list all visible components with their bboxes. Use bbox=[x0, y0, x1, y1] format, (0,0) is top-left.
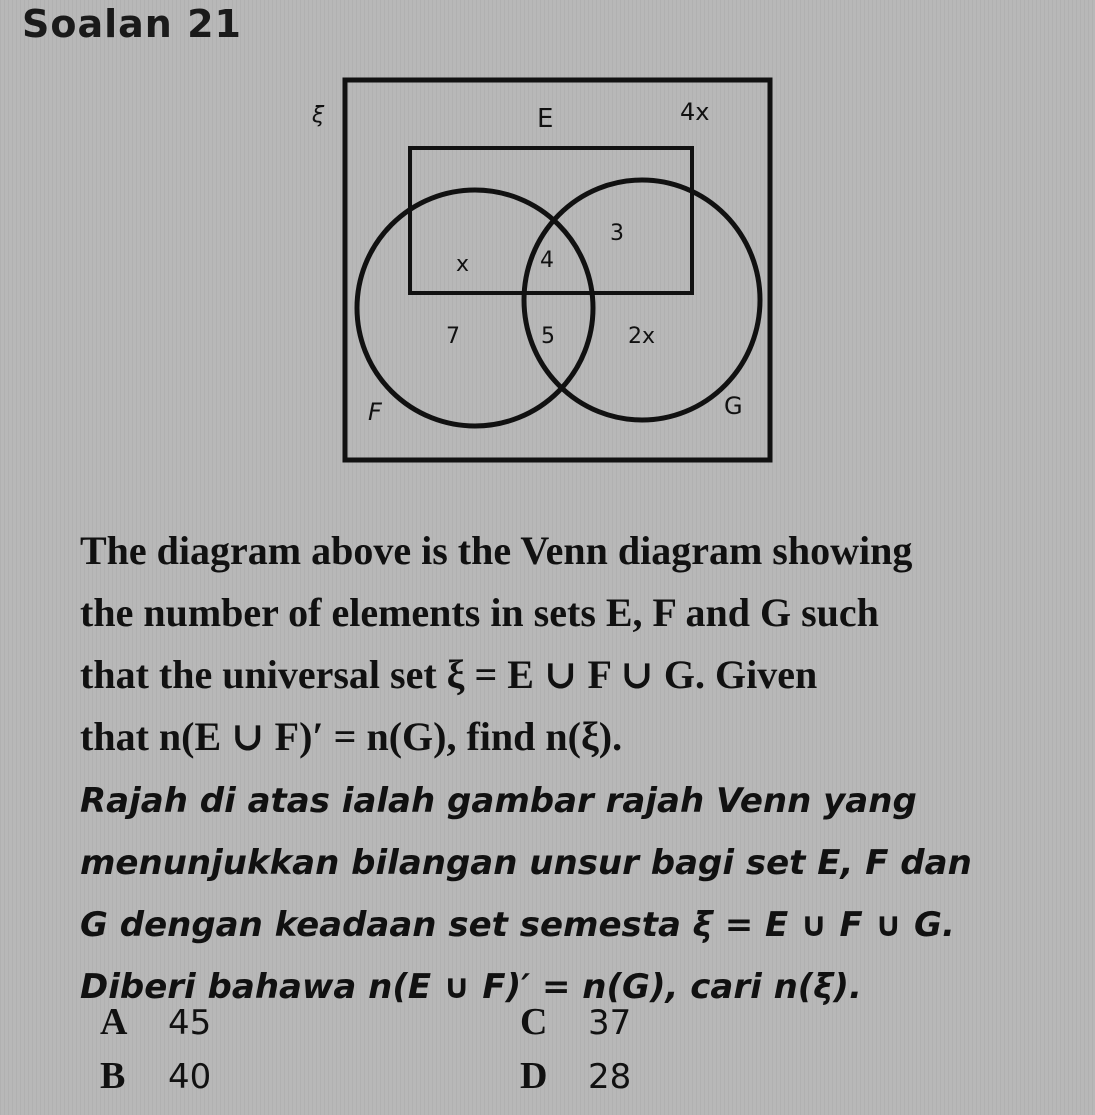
region-F-only-value: 7 bbox=[446, 324, 460, 349]
question-ms-line: Rajah di atas ialah gambar rajah Venn yang bbox=[80, 781, 917, 821]
question-text-english bbox=[80, 520, 1040, 768]
universal-set-symbol: ξ bbox=[312, 103, 325, 128]
region-E-F-G-value: 4 bbox=[540, 248, 554, 273]
set-G-label: G bbox=[724, 392, 743, 420]
set-E-label: E bbox=[537, 104, 554, 134]
option-c[interactable] bbox=[520, 1000, 631, 1044]
question-text-malay bbox=[80, 770, 1040, 1018]
question-en-line: The diagram above is the Venn diagram showing bbox=[80, 528, 913, 573]
question-ms-line: G dengan keadaan set semesta ξ = E ∪ F ∪ G. bbox=[80, 905, 955, 945]
option-value: 40 bbox=[168, 1057, 212, 1097]
question-ms-line: menunjukkan bilangan unsur bagi set E, F dan bbox=[80, 843, 972, 883]
region-G-only-value: 2x bbox=[628, 324, 656, 349]
question-number-heading: Soalan 21 bbox=[22, 2, 242, 46]
option-letter: A bbox=[100, 1001, 128, 1043]
question-en-line: that n(E ∪ F)′ = n(G), find n(ξ). bbox=[80, 714, 623, 759]
venn-diagram bbox=[0, 0, 1095, 520]
region-E-only-value: x bbox=[456, 252, 470, 277]
option-letter: B bbox=[100, 1055, 126, 1097]
option-value: 28 bbox=[588, 1057, 632, 1097]
option-b[interactable] bbox=[100, 1054, 211, 1098]
set-F-label: F bbox=[368, 398, 382, 426]
option-letter: C bbox=[520, 1001, 548, 1043]
region-E-G-only-value: 3 bbox=[610, 221, 624, 246]
region-F-G-only-value: 5 bbox=[541, 324, 555, 349]
option-d[interactable] bbox=[520, 1054, 631, 1098]
option-value: 45 bbox=[168, 1003, 212, 1043]
set-F-circle bbox=[357, 190, 593, 426]
question-en-line: that the universal set ξ = E ∪ F ∪ G. Given bbox=[80, 652, 818, 697]
option-a[interactable] bbox=[100, 1000, 211, 1044]
set-G-circle bbox=[524, 180, 760, 420]
question-en-line: the number of elements in sets E, F and G such bbox=[80, 590, 879, 635]
option-letter: D bbox=[520, 1055, 548, 1097]
question-ms-line: Diberi bahawa n(E ∪ F)′ = n(G), cari n(ξ). bbox=[80, 967, 862, 1007]
region-outside-value: 4x bbox=[680, 98, 710, 126]
option-value: 37 bbox=[588, 1003, 632, 1043]
